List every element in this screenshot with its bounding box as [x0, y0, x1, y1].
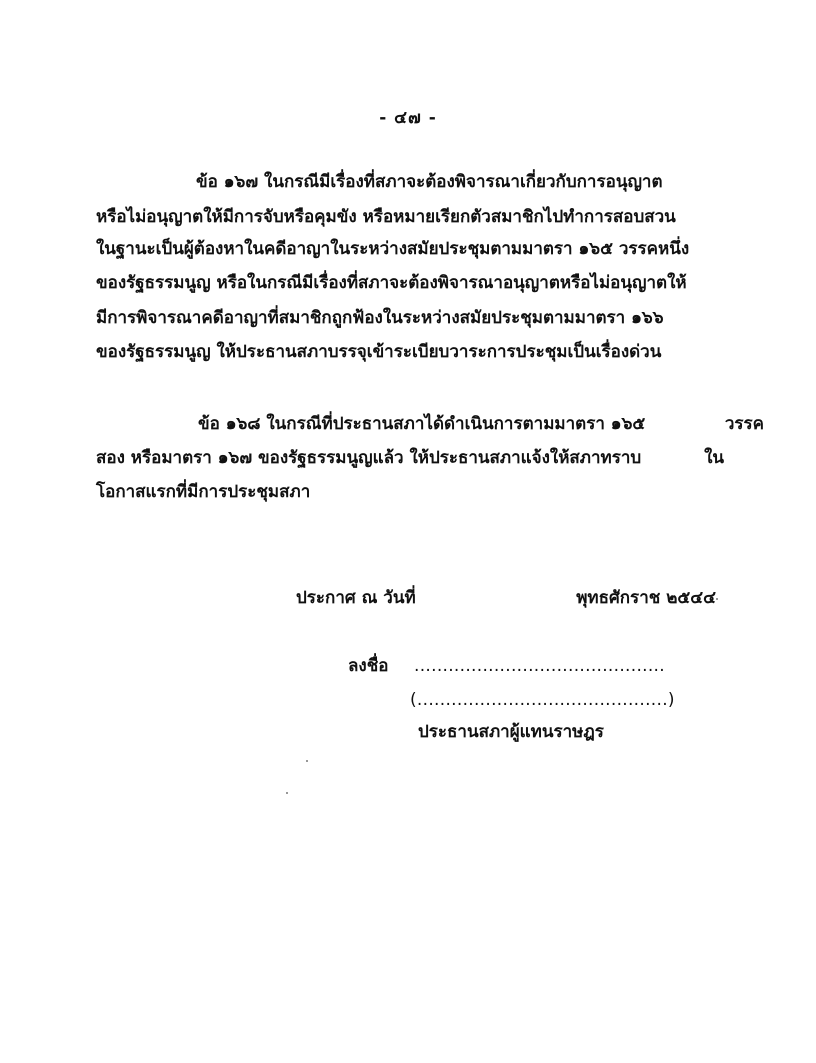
signatory-name-placeholder: (............................................)	[410, 690, 675, 710]
scan-speck	[306, 760, 308, 762]
article-168-line-1	[198, 412, 764, 436]
article-167-line-6: ของรัฐธรรมนูญ ให้ประธานสภาบรรจุเข้าระเบียบวาระการประชุมเป็นเรื่องด่วน	[96, 342, 662, 362]
announcement-label: ประกาศ ณ วันที่	[296, 588, 416, 608]
article-167-line-2: หรือไม่อนุญาตให้มีการจับหรือคุมขัง หรือหมายเรียกตัวสมาชิกไปทำการสอบสวน	[96, 207, 676, 227]
signature-label: ลงชื่อ	[348, 656, 389, 676]
signature-dotted-line: ............................................	[414, 656, 665, 676]
article-167-line-1: ข้อ ๑๖๗ ในกรณีมีเรื่องที่สภาจะต้องพิจารณาเกี่ยวกับการอนุญาต	[196, 172, 663, 192]
article-167-line-3: ในฐานะเป็นผู้ต้องหาในคดีอาญาในระหว่างสมัยประชุมตามมาตรา ๑๖๕ วรรคหนึ่ง	[96, 239, 690, 259]
article-167-line-4: ของรัฐธรรมนูญ หรือในกรณีมีเรื่องที่สภาจะต้องพิจารณาอนุญาตหรือไม่อนุญาตให้	[96, 273, 687, 293]
article-168-line-2	[96, 446, 724, 470]
signatory-position: ประธานสภาผู้แทนราษฎร	[418, 722, 604, 742]
article-168-line-2-left: สอง หรือมาตรา ๑๖๗ ของรัฐธรรมนูญแล้ว ให้ประธานสภาแจ้งให้สภาทราบ	[96, 448, 642, 468]
article-168-line-1-right: วรรค	[724, 414, 764, 434]
article-168-line-2-right: ใน	[704, 448, 724, 468]
scan-speck	[716, 598, 718, 600]
buddhist-era-year: พุทธศักราช ๒๕๔๔	[576, 588, 716, 608]
announcement-date-line	[296, 586, 716, 610]
page-number: - ๔๗ -	[379, 108, 437, 128]
scan-speck	[286, 792, 288, 794]
article-168-line-3: โอกาสแรกที่มีการประชุมสภา	[96, 482, 311, 502]
article-168-line-1-left: ข้อ ๑๖๘ ในกรณีที่ประธานสภาได้ดำเนินการตามมาตรา ๑๖๕	[198, 414, 646, 434]
article-167-line-5: มีการพิจารณาคดีอาญาที่สมาชิกถูกฟ้องในระหว่างสมัยประชุมตามมาตรา ๑๖๖	[96, 308, 664, 328]
